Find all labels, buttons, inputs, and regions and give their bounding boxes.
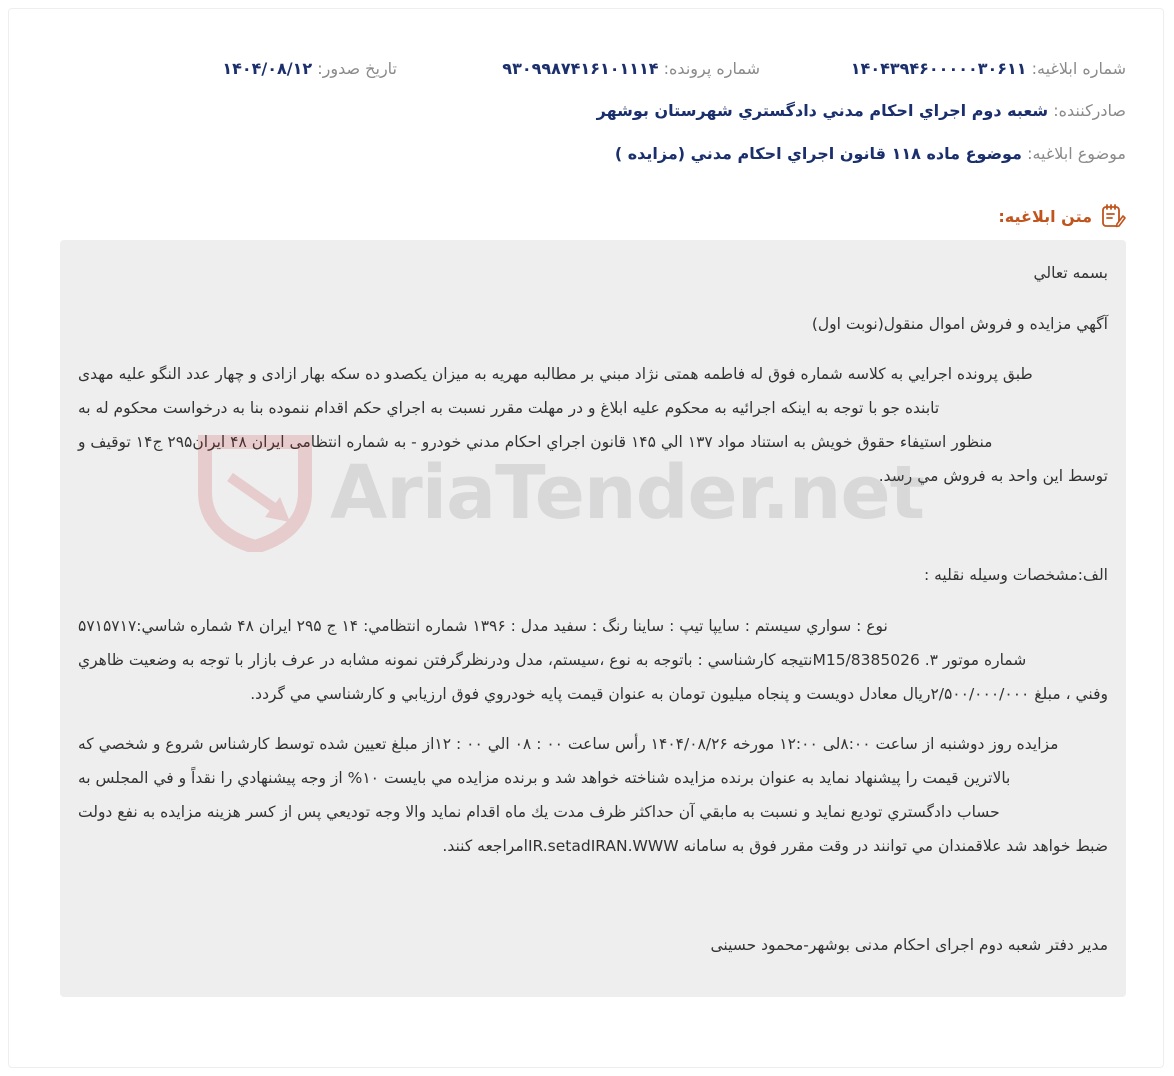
notice-number-value: ۱۴۰۴۳۹۴۶۰۰۰۰۰۳۰۶۱۱: [850, 59, 1027, 78]
subject-row: [60, 142, 1126, 166]
notice-number-label: شماره ابلاغيه:: [1031, 59, 1126, 78]
subject-value: موضوع ماده ۱۱۸ قانون اجراي احکام مدني (مزايده ): [614, 144, 1022, 163]
body-line: بالاترين قيمت را پيشنهاد نمايد به عنوان برنده مزايده شناخته خواهد شد و برنده مزايده مي بايست ۱۰% از وجه پيشنهادي را نقداً و في المجلس به: [78, 769, 1011, 787]
body-line: توسط اين واحد به فروش مي رسد.: [878, 467, 1108, 485]
body-line: منظور استيفاء حقوق خويش به استناد مواد ۱۳۷ الي ۱۴۵ قانون اجراي احكام مدني خودرو - به شماره انتظامی ایران ۴۸ ایران۲۹۵ ج۱۴ توقيف و: [78, 433, 993, 451]
subject-label: موضوع ابلاغيه:: [1027, 144, 1126, 163]
body-line: شماره موتور ۳. M15/8385026نتيجه كارشناسي : باتوجه به نوع ،سيستم، مدل ودرنظرگرفتن نمونه مشابه در عرف بازار با توجه به وضعيت ظاهري: [78, 651, 1027, 669]
case-number-value: ۹۳۰۹۹۸۷۴۱۶۱۰۱۱۱۴: [502, 59, 659, 78]
body-paragraph: الف:مشخصات وسيله نقليه :: [923, 566, 1108, 584]
issue-date-label: تاريخ صدور:: [317, 59, 397, 78]
issuer-row: [60, 99, 1126, 123]
body-line: ضبط خواهد شد علاقمندان مي توانند در وقت مقرر فوق به سامانه IR.setadIRAN.WWWامراجعه كنند.: [442, 837, 1108, 855]
body-line: تابنده جو با توجه به اينكه اجرائيه به محكوم عليه ابلاغ و در مهلت مقرر نسبت به اجراي حكم اقدام ننموده بنا به درخواست محكوم له به: [78, 399, 940, 417]
issue-date: [222, 57, 397, 81]
section-title: متن ابلاغيه:: [998, 206, 1092, 226]
notice-text-heading: [998, 202, 1126, 230]
issue-date-value: ۱۴۰۴/۰۸/۱۲: [222, 59, 313, 78]
header-meta-row: [60, 57, 1126, 81]
body-line: نوع : سواري سيستم : سايپا تيپ : ساينا رنگ : سفيد مدل : ۱۳۹۶ شماره انتظامي: ۱۴ ج ۲۹۵ ايران ۴۸ شماره شاسي:۵۷۱۵۷۱۷: [78, 617, 888, 635]
document-edit-icon: [1100, 203, 1126, 229]
body-paragraph: آگهي مزايده و فروش اموال منقول(نوبت اول): [811, 315, 1108, 333]
issuer-value: شعبه دوم اجراي احکام مدني دادگستري شهرستان بوشهر: [596, 101, 1049, 120]
body-line: مزايده روز دوشنبه از ساعت ۸:۰۰لی ۱۲:۰۰ مورخه ۱۴۰۴/۰۸/۲۶ رأس ساعت ۰۰ : ۰۸ الي ۰۰ : ۱۲از مبلغ تعيين شده توسط كارشناس شروع و شخصي كه: [78, 735, 1059, 753]
notice-number: [851, 57, 1126, 81]
body-line: حساب دادگستري توديع نمايد و نسبت به مابقي آن حداكثر ظرف مدت يك ماه اقدام نمايد والا وجه توديعي پس از كسر هزينه مزايده به نفع دولت: [78, 803, 1000, 821]
body-paragraph: بسمه تعالي: [1033, 264, 1108, 282]
notice-body: [60, 240, 1126, 997]
case-number: [502, 57, 760, 81]
issuer-label: صادرکننده:: [1053, 101, 1126, 120]
body-paragraph: [78, 727, 1108, 863]
body-paragraph: [78, 609, 1108, 711]
case-number-label: شماره پرونده:: [663, 59, 760, 78]
body-signature: مدير دفتر شعبه دوم اجرای احکام مدنی بوشهر-محمود حسینی: [710, 936, 1108, 954]
body-paragraph: [78, 357, 1108, 493]
body-line: وفني ، مبلغ ۲/۵۰۰/۰۰۰/۰۰۰ريال معادل دويست و پنجاه ميليون تومان به عنوان قيمت پايه خودروي فوق ارزيابي و كارشناسي مي گردد.: [250, 685, 1108, 703]
body-line: طبق پرونده اجرايي به کلاسه شماره فوق له فاطمه همتی نژاد مبني بر مطالبه مهريه به ميزان يکصدو ده سكه بهار ازادی و چهار عدد النگو عليه مهدی: [78, 365, 1033, 383]
